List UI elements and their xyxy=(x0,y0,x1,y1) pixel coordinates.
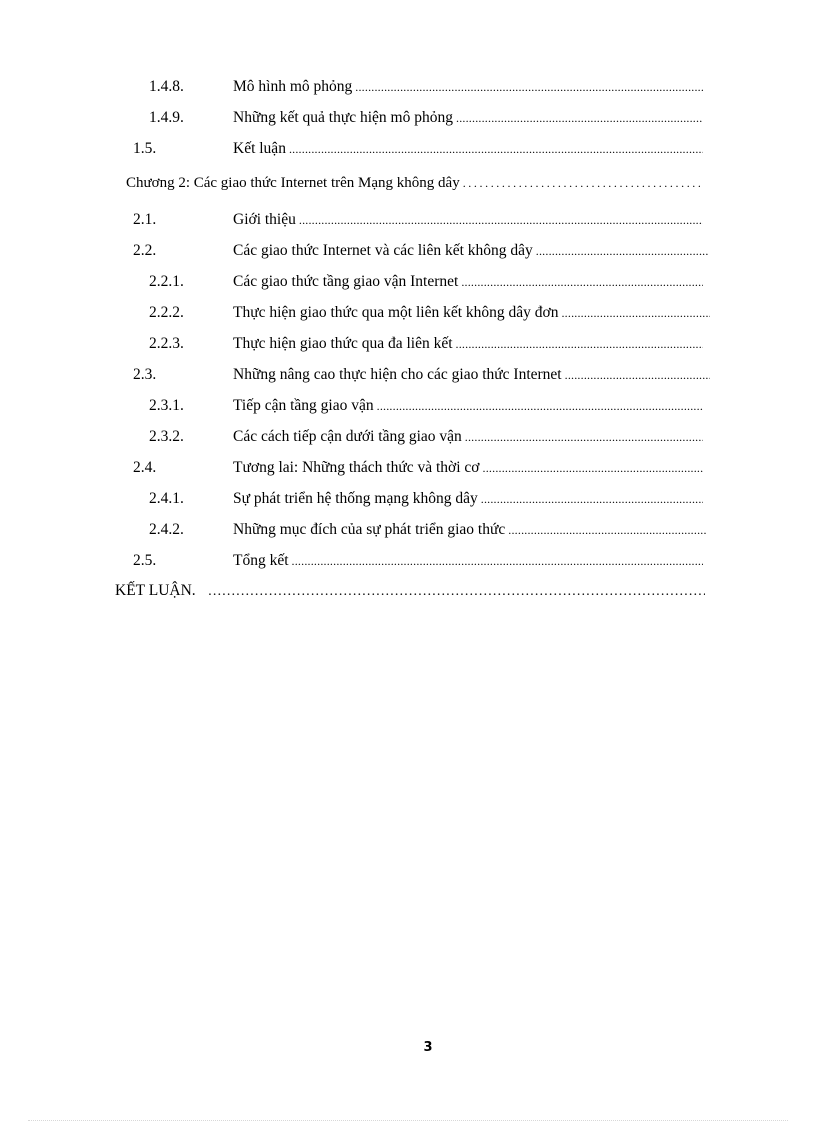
toc-entry-title: Tổng kết xyxy=(233,552,289,569)
toc-entry-title: Sự phát triển hệ thống mạng không dây xyxy=(233,490,478,507)
dot-leader xyxy=(208,579,705,605)
toc-entry-title: Mô hình mô phỏng xyxy=(233,78,353,95)
toc-entry-number: 2.4.1. xyxy=(149,490,184,507)
dot-leader xyxy=(481,486,703,512)
toc-entry-title: Những kết quả thực hiện mô phỏng xyxy=(233,109,453,126)
dot-leader xyxy=(456,331,703,357)
toc-entry-title: Các cách tiếp cận dưới tầng giao vận xyxy=(233,428,462,445)
toc-entry-number: 2.2.3. xyxy=(149,335,184,352)
dot-leader xyxy=(536,238,708,264)
dot-leader xyxy=(561,300,710,326)
page-number: 3 xyxy=(423,1040,433,1055)
dot-leader xyxy=(565,362,710,388)
dot-leader xyxy=(299,207,703,233)
dot-leader xyxy=(377,393,703,419)
toc-entry-title: Các giao thức tầng giao vận Internet xyxy=(233,273,459,290)
toc-entry-title: Những mục đích của sự phát triển giao thức xyxy=(233,521,506,538)
dot-leader xyxy=(483,455,703,481)
dot-leader xyxy=(463,170,700,196)
toc-entry-number: 2.3. xyxy=(133,366,157,383)
dot-leader xyxy=(292,548,703,574)
toc-entry-number: 2.5. xyxy=(133,552,157,569)
dot-leader xyxy=(456,105,703,131)
toc-entry-number: 2.2. xyxy=(133,242,157,259)
dot-leader xyxy=(465,424,703,450)
toc-entry-number: 1.4.8. xyxy=(149,78,184,95)
toc-entry-number: 2.4.2. xyxy=(149,521,184,538)
dot-leader xyxy=(355,74,703,100)
toc-entry-number: 2.2.2. xyxy=(149,304,184,321)
toc-entry-number: 2.3.1. xyxy=(149,397,184,414)
toc-entry-title: Kết luận xyxy=(233,140,286,157)
toc-chapter-title: Chương 2: Các giao thức Internet trên Mạng không dây xyxy=(126,175,460,191)
toc-entry-number: 2.2.1. xyxy=(149,273,184,290)
toc-entry-title: Tiếp cận tầng giao vận xyxy=(233,397,374,414)
toc-entry-title: Tương lai: Những thách thức và thời cơ xyxy=(233,459,480,476)
toc-entry-title: Những nâng cao thực hiện cho các giao thức Internet xyxy=(233,366,562,383)
dot-leader xyxy=(508,517,706,543)
dot-leader xyxy=(289,136,703,162)
page-bottom-divider xyxy=(28,1120,788,1121)
toc-entry-title: Các giao thức Internet và các liên kết không dây xyxy=(233,242,533,259)
toc-entry-number: 2.4. xyxy=(133,459,157,476)
toc-entry-number: 2.3.2. xyxy=(149,428,184,445)
toc-conclusion-title: KẾT LUẬN. xyxy=(115,582,196,599)
toc-entry-number: 2.1. xyxy=(133,211,157,228)
toc-entry-title: Thực hiện giao thức qua đa liên kết xyxy=(233,335,453,352)
toc-entry-number: 1.5. xyxy=(133,140,157,157)
toc-entry-number: 1.4.9. xyxy=(149,109,184,126)
dot-leader xyxy=(461,269,703,295)
toc-entry-title: Giới thiệu xyxy=(233,211,296,228)
toc-entry-title: Thực hiện giao thức qua một liên kết không dây đơn xyxy=(233,304,559,321)
